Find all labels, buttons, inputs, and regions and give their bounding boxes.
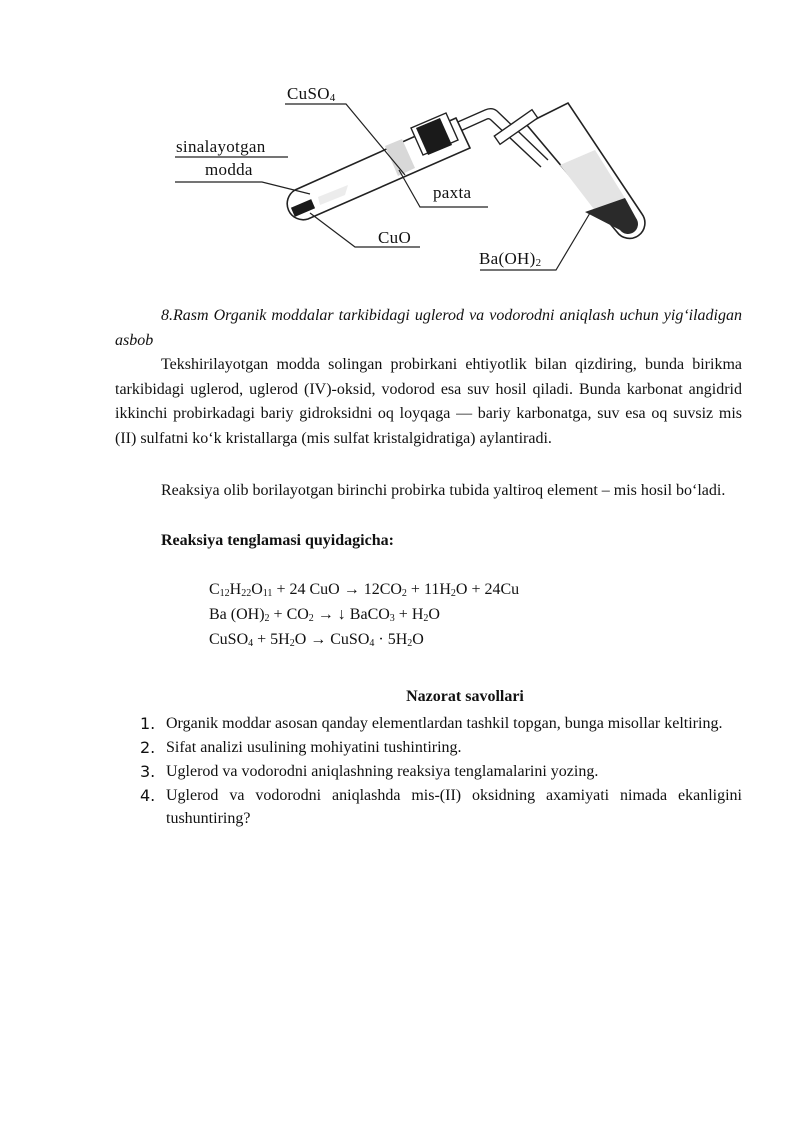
question-item	[140, 760, 742, 783]
equation-2: Ba $(OH)_2 + CO_2$ → ↓ BaCO$_3$ + $H_2O$	[209, 606, 440, 624]
question-item	[140, 712, 742, 735]
paragraph-1: Tekshirilayotgan modda solingan probirkani ehtiyotlik bilan qizdiring, bunda birikma tarkibidagi uglerod, uglerod (IV)-oksid, vodorod esa suv hosil qiladi. Bunda karbonat angidrid ikkinchi probirkadagi bariy gidroksidni oq loyqaga — bariy karbonatga, suv esa oq suvsiz mis (II) sulfatni ko‘k kristallarga (mis sulfat kristalgidratiga) aylantiradi.	[115, 356, 742, 447]
equation-3: CuSO$_4$ + $5H_2O$ → CuSO$_4$ · $5H_2O$	[209, 631, 424, 649]
label-paxta: paxta	[433, 183, 472, 202]
questions-list	[140, 712, 742, 831]
question-number: 1.	[140, 714, 156, 733]
questions-title: Nazorat savollari	[406, 688, 524, 705]
question-item	[140, 736, 742, 759]
paragraph-2: Reaksiya olib borilayotgan birinchi probirka tubida yaltiroq element – mis hosil bo‘ladi.	[161, 482, 726, 499]
figure-caption: 8.Rasm Organik moddalar tarkibidagi uglerod va vodorodni aniqlash uchun yig‘iladigan asbob	[115, 307, 742, 349]
question-number: 3.	[140, 762, 156, 781]
question-text: Uglerod va vodorodni aniqlashning reaksiya tenglamalarini yozing.	[166, 763, 599, 780]
question-text: Sifat analizi usulining mohiyatini tushintiring.	[166, 739, 462, 756]
equation-1: $C_{12}H_{22}O_{11} + 24$ CuO → $12CO_2 + 11H_2O + 24Cu$	[209, 581, 520, 599]
label-cuo: CuO	[378, 228, 412, 247]
apparatus-figure	[0, 0, 800, 290]
question-number: 4.	[140, 786, 156, 805]
question-text: Uglerod va vodorodni aniqlashda mis-(II) oksidning axamiyati nimada ekanligini tushuntiring?	[166, 787, 742, 827]
question-item	[140, 784, 742, 830]
label-cuso4: CuSO$_4$	[287, 84, 336, 104]
label-sinalayotgan: sinalayotgan	[176, 137, 266, 156]
question-text: Organik moddar asosan qanday elementlardan tashkil topgan, bunga misollar keltiring.	[166, 715, 723, 732]
question-number: 2.	[140, 738, 156, 757]
equations-heading: Reaksiya tenglamasi quyidagicha:	[161, 532, 394, 549]
test-tube-2	[526, 103, 645, 238]
label-modda: modda	[205, 160, 253, 179]
label-baoh2: $Ba(OH)_2$	[479, 249, 542, 269]
